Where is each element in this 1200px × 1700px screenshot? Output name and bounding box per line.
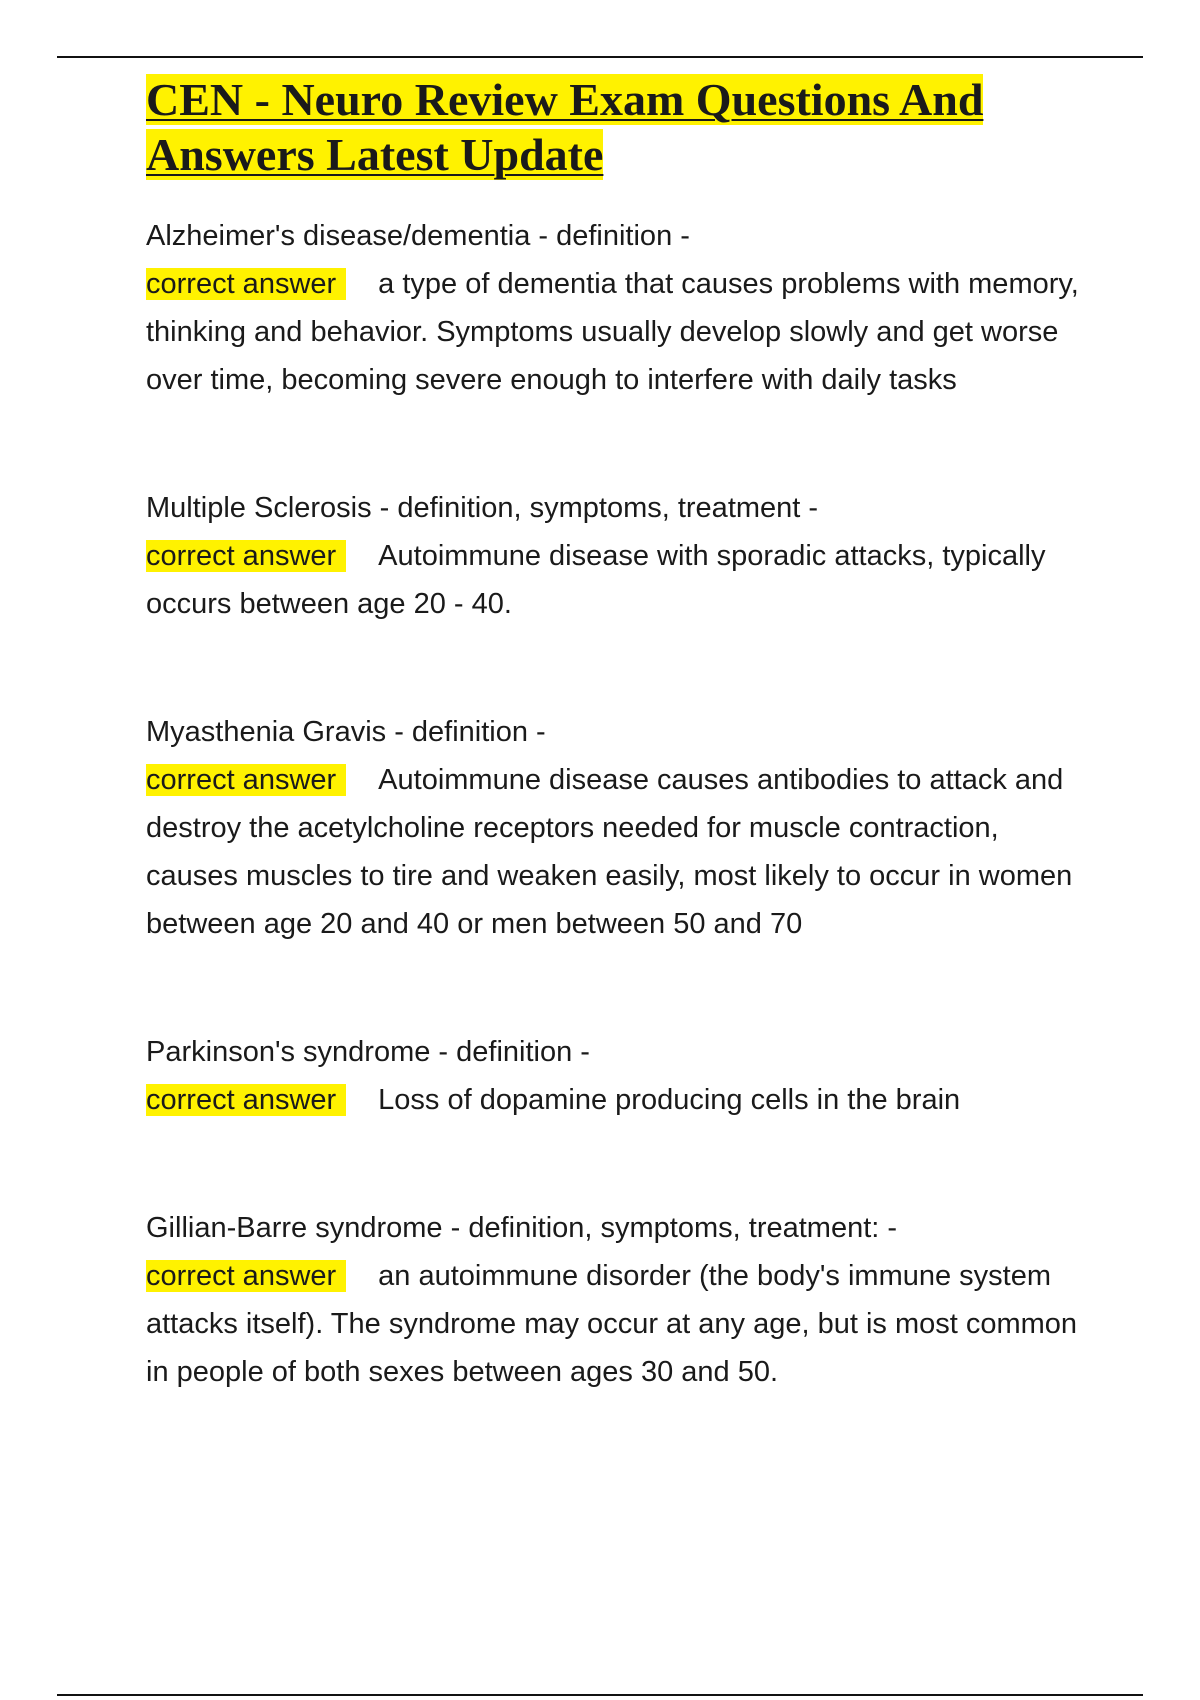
- qa-item: [146, 708, 1086, 948]
- bottom-rule: [57, 1694, 1143, 1696]
- question-text: Myasthenia Gravis - definition -: [146, 716, 546, 748]
- answer-text: Loss of dopamine producing cells in the brain: [378, 1084, 961, 1116]
- answer-text: Autoimmune disease causes antibodies to attack and destroy the acetylcholine receptors needed for muscle contraction, causes muscles to tire and weaken easily, most likely to occur in women between age 20 and 40 or men between 50 and 70: [146, 764, 1073, 940]
- correct-answer-label: correct answer: [146, 1260, 346, 1292]
- correct-answer-label: correct answer: [146, 268, 346, 300]
- question-text: Alzheimer's disease/dementia - definition -: [146, 220, 690, 252]
- answer-text: an autoimmune disorder (the body's immune system attacks itself). The syndrome may occur at any age, but is most common in people of both sexes between ages 30 and 50.: [146, 1260, 1078, 1388]
- answer-block: [146, 260, 1086, 404]
- correct-answer-label: correct answer: [146, 764, 346, 796]
- correct-answer-label: correct answer: [146, 540, 346, 572]
- document-body: [146, 72, 1086, 1396]
- top-rule: [57, 56, 1143, 58]
- answer-block: [146, 1076, 1086, 1124]
- qa-item: [146, 1204, 1086, 1396]
- document-title: [146, 72, 1086, 182]
- question-text: Parkinson's syndrome - definition -: [146, 1036, 590, 1068]
- answer-text: Autoimmune disease with sporadic attacks, typically occurs between age 20 - 40.: [146, 540, 1046, 620]
- answer-text: a type of dementia that causes problems with memory, thinking and behavior. Symptoms usually develop slowly and get worse over time, becoming severe enough to interfere with daily tasks: [146, 268, 1079, 396]
- answer-block: [146, 756, 1086, 948]
- correct-answer-label: correct answer: [146, 1084, 346, 1116]
- answer-block: [146, 1252, 1086, 1396]
- document-title-text: CEN - Neuro Review Exam Questions And Answers Latest Update: [146, 74, 984, 180]
- question-text: Gillian-Barre syndrome - definition, symptoms, treatment: -: [146, 1212, 898, 1244]
- question-text: Multiple Sclerosis - definition, symptoms, treatment -: [146, 492, 819, 524]
- qa-item: [146, 1028, 1086, 1124]
- qa-item: [146, 212, 1086, 404]
- answer-block: [146, 532, 1086, 628]
- qa-item: [146, 484, 1086, 628]
